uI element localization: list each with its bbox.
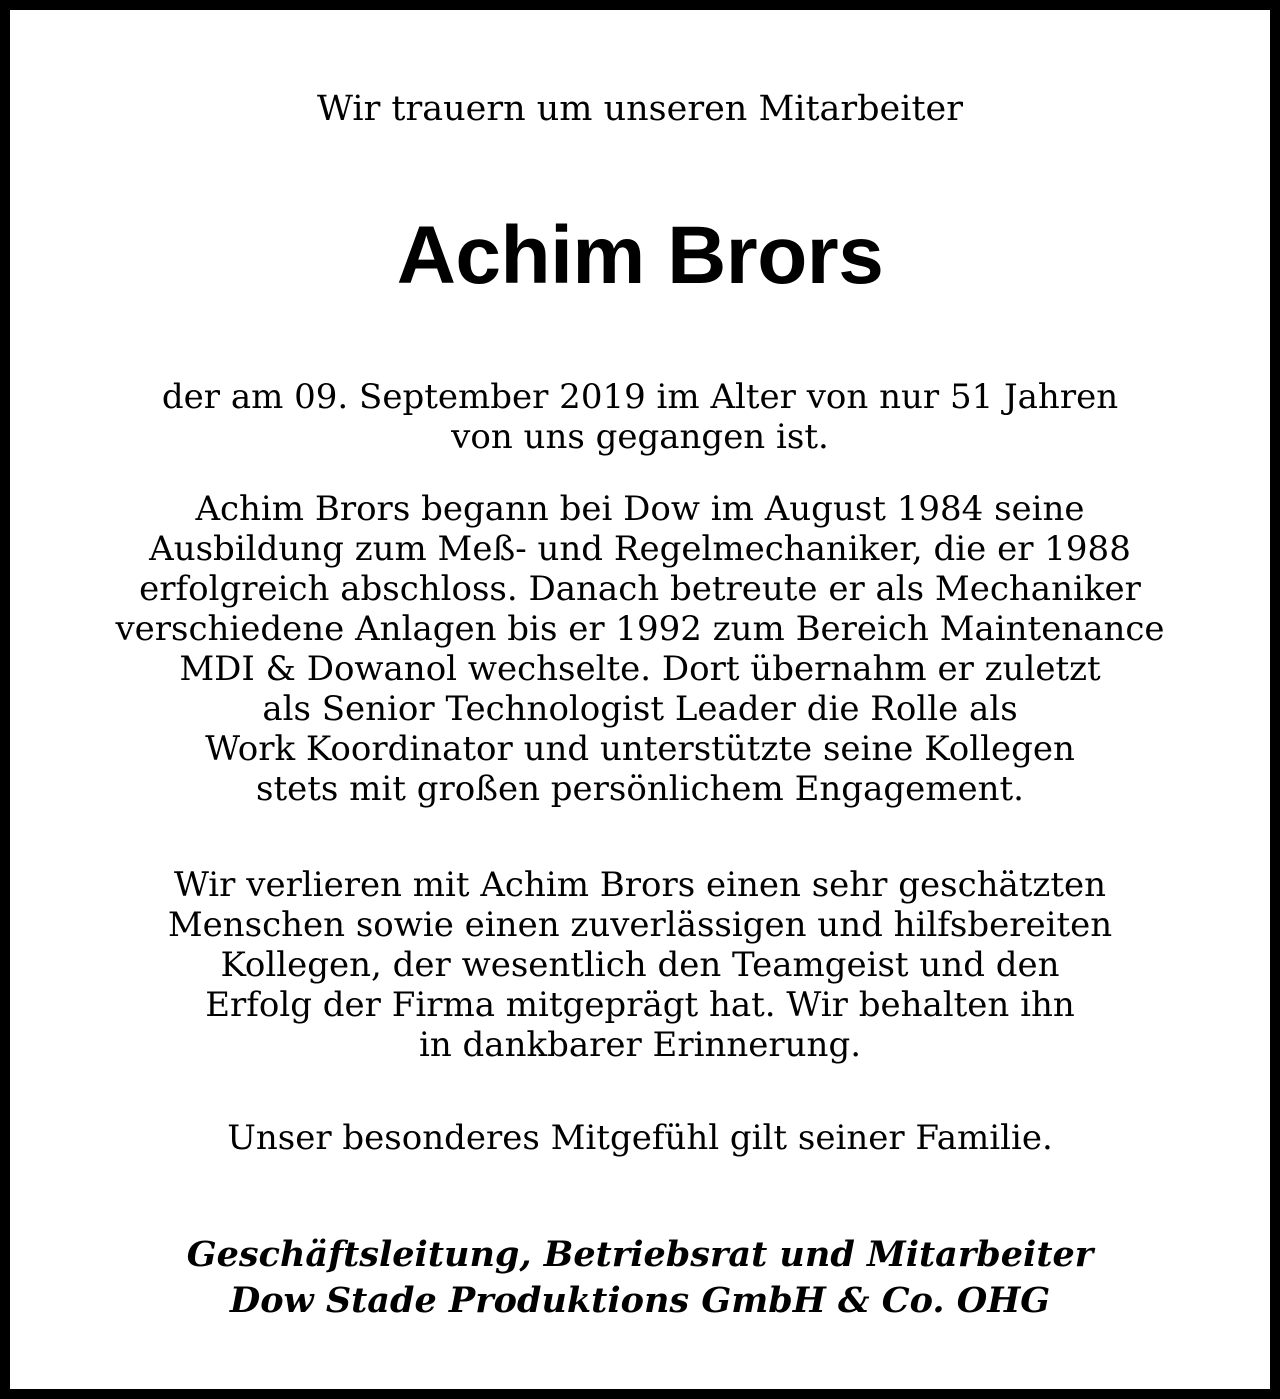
deceased-name: Achim Brors [396, 210, 884, 301]
text-line: stets mit großen persönlichem Engagement. [256, 769, 1024, 809]
text-line: Work Koordinator und unterstützte seine Kollegen [205, 729, 1075, 769]
intro-line: Wir trauern um unseren Mitarbeiter [317, 89, 963, 129]
text-line: in dankbarer Erinnerung. [418, 1025, 862, 1065]
signature-line: Geschäftsleitung, Betriebsrat und Mitarbeiter [186, 1234, 1094, 1275]
signature-block [10, 1232, 1270, 1324]
text-line: verschiedene Anlagen bis er 1992 zum Bereich Maintenance [115, 609, 1165, 649]
signature-line: Dow Stade Produktions GmbH & Co. OHG [229, 1280, 1051, 1321]
text-line: Ausbildung zum Meß- und Regelmechaniker, die er 1988 [149, 529, 1131, 569]
text-line: MDI & Dowanol wechselte. Dort übernahm er zuletzt [179, 649, 1101, 689]
text-line: Erfolg der Firma mitgeprägt hat. Wir behalten ihn [205, 985, 1075, 1025]
text-line: der am 09. September 2019 im Alter von nur 51 Jahren [161, 377, 1119, 417]
text-line: Kollegen, der wesentlich den Teamgeist und den [220, 945, 1060, 985]
text-line: erfolgreich abschloss. Danach betreute er als Mechaniker [139, 569, 1141, 609]
sympathy-paragraph [10, 1118, 1270, 1158]
career-paragraph [10, 489, 1270, 809]
text-line: Achim Brors begann bei Dow im August 1984 seine [195, 489, 1085, 529]
text-line: Menschen sowie einen zuverlässigen und hilfsbereiten [167, 905, 1113, 945]
death-paragraph [10, 377, 1270, 457]
text-line: von uns gegangen ist. [451, 417, 829, 457]
text-line: Wir verlieren mit Achim Brors einen sehr geschätzten [173, 865, 1107, 905]
text-line: Unser besonderes Mitgefühl gilt seiner Familie. [227, 1118, 1053, 1158]
text-line: als Senior Technologist Leader die Rolle als [262, 689, 1018, 729]
tribute-paragraph [10, 865, 1270, 1065]
